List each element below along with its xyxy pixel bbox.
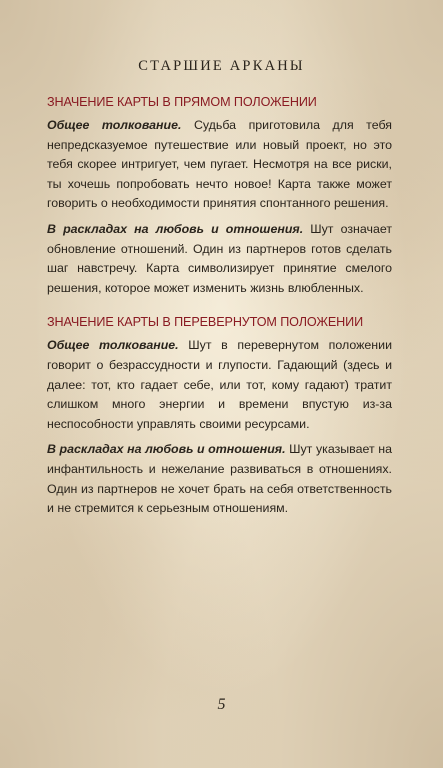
page-content [47, 92, 392, 525]
paragraph-text: Шут означает обновление отношений. Один из партнеров готов сделать шаг навстречу. Карта символизирует принятие смелого решения, которое может изменить жизнь влюбленных. [47, 221, 392, 295]
paragraph-text: Шут указывает на инфантильность и нежелание развиваться в отношениях. Один из партнеров не хочет брать на себя ответственность и не стремится к серьезным отношениям. [47, 442, 392, 516]
paragraph-upright-general [47, 116, 392, 214]
paragraph-lead: Общее толкование. [47, 338, 179, 353]
paragraph-text: Шут в перевернутом положении говорит о безрассудности и глупости. Гадающий (здесь и далее: тот, кто гадает себе, или тот, кому гадают) тратит слишком много энергии и времени впустую из-за неспособности управлять своими ресурсами. [47, 338, 392, 431]
paragraph-upright-love [47, 220, 392, 298]
paragraph-reversed-general [47, 336, 392, 434]
section-heading-upright: ЗНАЧЕНИЕ КАРТЫ В ПРЯМОМ ПОЛОЖЕНИИ [47, 95, 317, 109]
paragraph-reversed-love [47, 440, 392, 518]
paragraph-lead: В раскладах на любовь и отношения. [47, 221, 304, 236]
running-head: СТАРШИЕ АРКАНЫ [138, 58, 305, 74]
paragraph-lead: Общее толкование. [47, 118, 182, 132]
paragraph-lead: В раскладах на любовь и отношения. [47, 442, 286, 457]
page-number: 5 [217, 696, 226, 713]
section-heading-reversed: ЗНАЧЕНИЕ КАРТЫ В ПЕРЕВЕРНУТОМ ПОЛОЖЕНИИ [47, 315, 364, 330]
paragraph-text: Судьба приготовила для тебя непредсказуемое путешествие или новый проект, но это тебя скорее интригует, чем пугает. Несмотря на все риски, ты хочешь попробовать нечто новое! Карта также может говорить о необходимости принятия спонтанного решения. [47, 118, 392, 211]
